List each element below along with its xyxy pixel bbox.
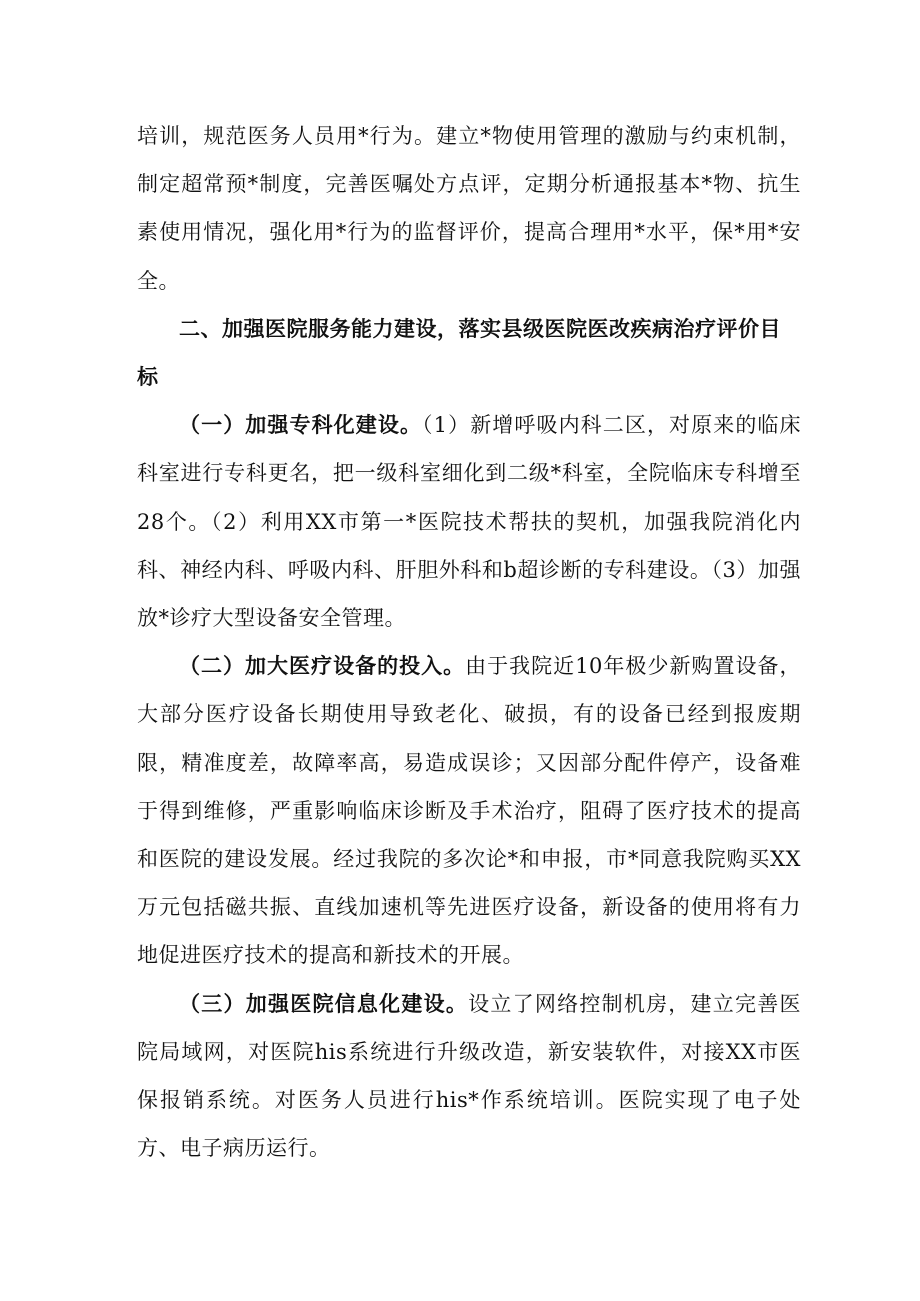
subsection-text: （1）新增呼吸内科二区，对原来的临床科室进行专科更名，把一级科室细化到二级*科室，全院临床专科增至28个。（2）利用XX市第一*医院技术帮扶的契机，加强我院消化内科、神经内科、呼吸内科、肝胆外科和b超诊断的专科建设。（3）加强放*诊疗大型设备安全管理。: [137, 413, 802, 631]
subsection-lead: （二）加大医疗设备的投入。: [179, 653, 466, 679]
subsection-informatization: [137, 980, 801, 1173]
subsection-specialty: [137, 401, 801, 642]
paragraph-text: 培训，规范医务人员用*行为。建立*物使用管理的激励与约束机制，制定超常预*制度，完善医嘱处方点评，定期分析通报基本*物、抗生素使用情况，强化用*行为的监督评价，提高合理用*水平，保*用*安全。: [137, 124, 801, 293]
subsection-text: 由于我院近10年极少新购置设备，大部分医疗设备长期使用导致老化、破损，有的设备已经到报废期限，精准度差，故障率高，易造成误诊；又因部分配件停产，设备难于得到维修，严重影响临床诊断及手术治疗，阻碍了医疗技术的提高和医院的建设发展。经过我院的多次论*和申报，市*同意我院购买XX万元包括磁共振、直线加速机等先进医疗设备，新设备的使用将有力地促进医疗技术的提高和新技术的开展。: [137, 654, 801, 968]
paragraph-training: [137, 112, 801, 305]
section-heading: 二、加强医院服务能力建设，落实县级医院医改疾病治疗评价目标: [137, 316, 781, 390]
document-page: [137, 112, 801, 1172]
subsection-lead: （一）加强专科化建设。: [179, 412, 423, 438]
subsection-text: 设立了网络控制机房，建立完善医院局域网，对医院his系统进行升级改造，新安装软件，对接XX市医保报销系统。对医务人员进行his*作系统培训。医院实现了电子处方、电子病历运行。: [137, 991, 802, 1161]
subsection-lead: （三）加强医院信息化建设。: [179, 990, 469, 1016]
subsection-equipment: [137, 642, 801, 979]
